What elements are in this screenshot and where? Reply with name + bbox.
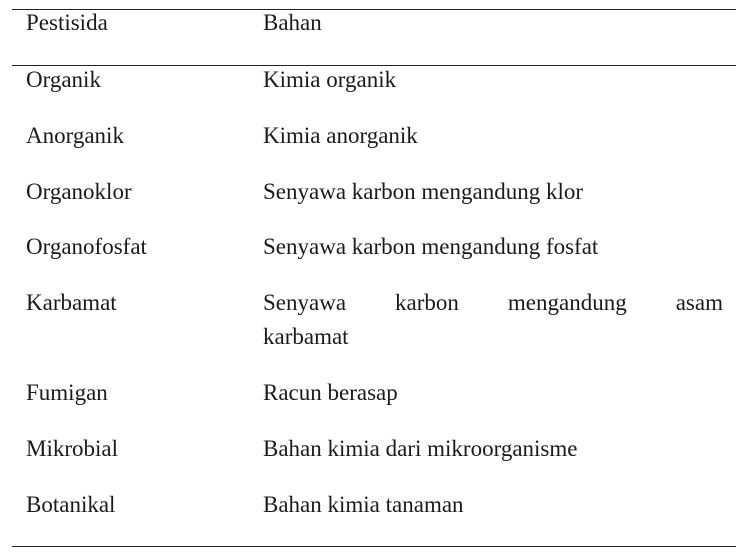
row-bahan-word: asam (675, 290, 723, 315)
row-bahan-word: mengandung (507, 290, 627, 315)
table-bottom-rule (12, 546, 736, 547)
row-pestisida: Organik (26, 67, 101, 92)
row-bahan-line-1 (263, 286, 723, 320)
row-pestisida: Organoklor (26, 179, 132, 204)
row-bahan: Kimia organik (263, 67, 397, 92)
row-bahan-line-2: karbamat (263, 324, 349, 349)
row-bahan-word: karbon (395, 290, 459, 315)
header-bahan: Bahan (263, 10, 322, 35)
row-bahan-wrapped (263, 286, 723, 354)
row-bahan: Bahan kimia dari mikroorganisme (263, 436, 578, 461)
row-pestisida: Organofosfat (26, 234, 147, 259)
row-bahan: Racun berasap (263, 380, 398, 405)
row-bahan: Kimia anorganik (263, 123, 418, 148)
header-pestisida: Pestisida (26, 10, 108, 35)
row-bahan: Senyawa karbon mengandung fosfat (263, 234, 599, 259)
row-bahan-word: Senyawa (263, 290, 347, 315)
row-bahan: Senyawa karbon mengandung klor (263, 179, 584, 204)
row-pestisida: Botanikal (26, 492, 116, 517)
table-top-rule (12, 9, 736, 10)
row-pestisida: Anorganik (26, 123, 124, 148)
pesticide-table (12, 0, 736, 555)
row-pestisida: Mikrobial (26, 436, 118, 461)
row-pestisida: Karbamat (26, 290, 117, 315)
row-bahan: Bahan kimia tanaman (263, 492, 464, 517)
row-pestisida: Fumigan (26, 380, 108, 405)
